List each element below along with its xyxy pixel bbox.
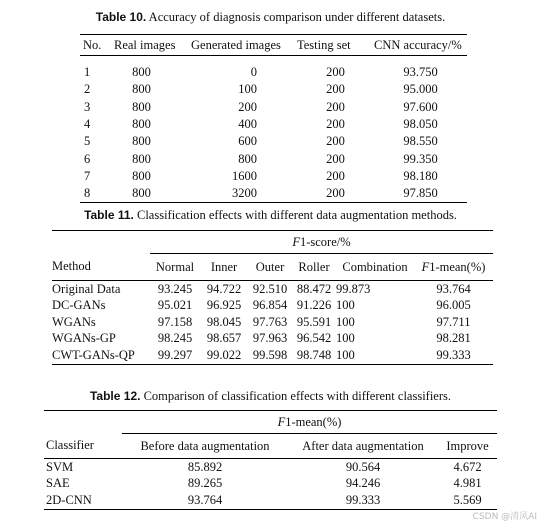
table-row <box>44 476 497 493</box>
table10-header-no: No. <box>80 35 114 56</box>
table-cell: DC-GANs <box>52 298 106 313</box>
table-cell: 89.265 <box>187 476 223 491</box>
table12-caption-text: Comparison of classification effects with different classifiers. <box>143 389 452 403</box>
table-cell: 400 <box>238 117 257 132</box>
table-cell: 98.045 <box>206 314 242 329</box>
table-cell: 600 <box>238 134 257 149</box>
table11-header-outer: Outer <box>248 254 292 281</box>
table10-caption-text: Accuracy of diagnosis comparison under different datasets. <box>148 10 446 24</box>
table-row <box>52 331 493 348</box>
table-cell: 98.281 <box>436 331 471 346</box>
table-cell: 100 <box>336 331 355 346</box>
table-cell: 800 <box>114 185 191 203</box>
table-cell: 97.600 <box>403 99 438 114</box>
table11-header-roller: Roller <box>292 254 336 281</box>
table-cell: 5 <box>84 134 91 149</box>
watermark: CSDN @清风AI <box>472 512 537 522</box>
table-cell: 93.764 <box>436 281 471 296</box>
table-cell: 800 <box>132 168 151 183</box>
table-cell: 95.021 <box>157 298 193 313</box>
table-cell: 3200 <box>191 185 297 203</box>
table-cell: 800 <box>132 82 151 97</box>
table-cell: 99.598 <box>248 347 292 364</box>
table-cell: 200 <box>326 65 345 80</box>
table-cell: 100 <box>336 347 414 364</box>
table-cell: 200 <box>326 99 345 114</box>
table11-group-header: F1-score/% <box>150 231 493 254</box>
table12-header-classifier: Classifier <box>44 434 122 459</box>
table10-header-real: Real images <box>114 35 191 56</box>
table-cell: 97.963 <box>252 331 288 346</box>
table-cell: 98.748 <box>292 347 336 364</box>
table-cell: 95.591 <box>296 314 332 329</box>
table-cell: 96.005 <box>436 298 471 313</box>
table-cell: 4.981 <box>453 476 482 491</box>
table-cell: 88.472 <box>296 281 332 296</box>
table-cell: 3 <box>84 99 91 114</box>
table-cell: 2D-CNN <box>44 492 122 509</box>
table-cell: 200 <box>238 99 257 114</box>
table-cell: SVM <box>46 459 74 474</box>
table-cell: 800 <box>132 65 151 80</box>
table-cell: 5.569 <box>438 492 497 509</box>
table11-header-f1mean: F1-mean(%) <box>414 254 493 281</box>
table-row <box>80 116 467 133</box>
table11-label: Table 11. <box>84 208 134 222</box>
table-cell: 98.180 <box>403 168 438 183</box>
table11-caption <box>0 208 541 223</box>
table-cell: WGANs-GP <box>52 331 116 346</box>
table-cell: 4 <box>84 117 91 132</box>
table-cell: 99.297 <box>150 347 200 364</box>
table-cell: 90.564 <box>345 459 381 474</box>
table-cell: 95.000 <box>403 82 438 97</box>
table-cell: 2 <box>84 82 91 97</box>
table10-header-generated: Generated images <box>191 35 297 56</box>
table-row <box>52 314 493 331</box>
table-cell: 97.158 <box>157 314 193 329</box>
table-cell: 97.850 <box>374 185 467 203</box>
table-cell: 200 <box>326 134 345 149</box>
table-cell: 98.657 <box>206 331 242 346</box>
table10 <box>80 34 467 203</box>
table-cell: 800 <box>132 134 151 149</box>
table-cell: SAE <box>46 476 70 491</box>
table-cell: 85.892 <box>187 459 223 474</box>
table-cell: 8 <box>80 185 114 203</box>
table-cell: 200 <box>326 117 345 132</box>
table-row <box>44 459 497 476</box>
table-cell: 100 <box>336 298 355 313</box>
table10-caption <box>0 10 541 25</box>
table11-header-method: Method <box>52 254 150 281</box>
table-cell: 800 <box>132 117 151 132</box>
table-cell: 98.245 <box>157 331 193 346</box>
table-cell: 96.925 <box>206 298 242 313</box>
table-cell: 93.750 <box>403 65 438 80</box>
table-cell: 98.050 <box>403 117 438 132</box>
table12-header-improve: Improve <box>438 434 497 459</box>
table-cell: 1600 <box>232 168 257 183</box>
table-cell: 800 <box>132 151 151 166</box>
table-row <box>80 81 467 98</box>
table-row <box>52 347 493 364</box>
table-row <box>80 150 467 167</box>
table-cell: 1 <box>84 65 91 80</box>
table-cell: 100 <box>238 82 257 97</box>
table-cell: 93.764 <box>122 492 288 509</box>
table11-caption-text: Classification effects with different data augmentation methods. <box>137 208 457 222</box>
table-row <box>80 185 467 203</box>
table10-header-accuracy: CNN accuracy/% <box>374 35 467 56</box>
table11-header-combination: Combination <box>336 254 414 281</box>
table12 <box>44 410 497 510</box>
table11 <box>52 230 493 365</box>
table-cell: 200 <box>297 185 374 203</box>
table-row <box>44 492 497 509</box>
table-cell: 7 <box>84 168 91 183</box>
table-cell: 100 <box>336 314 355 329</box>
table-row <box>52 298 493 315</box>
table-cell: 98.550 <box>403 134 438 149</box>
table-row <box>80 64 467 81</box>
table12-header-before: Before data augmentation <box>122 434 288 459</box>
table-cell: 4.672 <box>453 459 482 474</box>
table-cell: 97.763 <box>252 314 288 329</box>
table12-header-after: After data augmentation <box>288 434 438 459</box>
table12-label: Table 12. <box>89 389 141 403</box>
table11-header-inner: Inner <box>200 254 248 281</box>
table11-header-normal: Normal <box>150 254 200 281</box>
table-cell: 0 <box>250 65 257 80</box>
table-cell: 6 <box>84 151 91 166</box>
table-cell: 94.246 <box>345 476 381 491</box>
table-cell: WGANs <box>52 314 96 329</box>
table12-caption <box>0 389 541 404</box>
table-cell: Original Data <box>52 281 121 296</box>
table-cell: 800 <box>238 151 257 166</box>
table10-header-testing: Testing set <box>297 35 374 56</box>
table-cell: 99.022 <box>200 347 248 364</box>
table-cell: 93.245 <box>157 281 193 296</box>
table-row <box>80 168 467 185</box>
table-cell: 97.711 <box>436 314 471 329</box>
table-cell: 96.854 <box>252 298 288 313</box>
table-cell: 200 <box>326 82 345 97</box>
table-cell: 96.542 <box>296 331 332 346</box>
table-row <box>52 281 493 298</box>
table12-group-header: F1-mean(%) <box>122 411 497 434</box>
table-cell: 99.873 <box>336 281 371 296</box>
table10-label: Table 10. <box>95 10 147 24</box>
table-cell: 200 <box>326 151 345 166</box>
table-cell: 99.350 <box>403 151 438 166</box>
table-cell: 91.226 <box>296 298 332 313</box>
table-cell: CWT-GANs-QP <box>52 347 150 364</box>
table-cell: 200 <box>326 168 345 183</box>
table-cell: 800 <box>132 99 151 114</box>
table-cell: 94.722 <box>206 281 242 296</box>
table-cell: 99.333 <box>288 492 438 509</box>
table-row <box>80 133 467 150</box>
table-cell: 92.510 <box>252 281 288 296</box>
table-row <box>80 99 467 116</box>
table-cell: 99.333 <box>414 347 493 364</box>
